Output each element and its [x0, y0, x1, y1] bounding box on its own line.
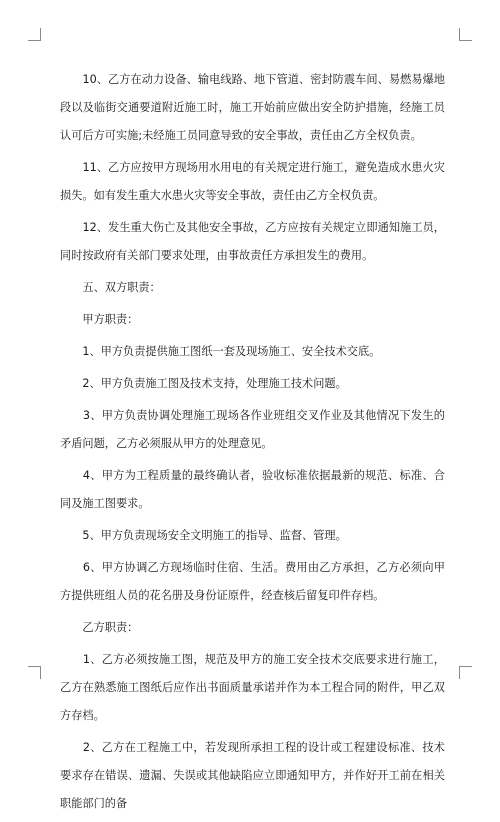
paragraph: 3、甲方负责协调处理施工现场各作业班组交叉作业及其他情况下发生的矛盾问题，乙方必须服从甲方的处理意见。 [60, 409, 445, 450]
document-body [60, 66, 445, 822]
paragraph: 2、乙方在工程施工中，若发现所承担工程的设计或工程建设标准、技术要求存在错误、遗漏、失误或其他缺陷应立即通知甲方，并作好开工前在相关职能部门的备 [60, 741, 445, 810]
subsection-heading: 乙方职责： [60, 621, 139, 634]
crop-mark-bottom-right [459, 666, 472, 679]
paragraph: 1、甲方负责提供施工图纸一套及现场施工、安全技术交底。 [60, 345, 381, 358]
subsection-heading: 甲方职责： [60, 313, 139, 326]
paragraph: 1、乙方必须按施工图，规范及甲方的施工安全技术交底要求进行施工，乙方在熟悉施工图纸后应作出书面质量承诺并作为本工程合同的附件，甲乙双方存档。 [60, 653, 445, 722]
crop-mark-bottom-left [28, 666, 41, 679]
paragraph: 2、甲方负责施工图及技术支持，处理施工技术问题。 [60, 377, 347, 390]
paragraph: 11、乙方应按甲方现场用水用电的有关规定进行施工，避免造成水患火灾损失。如有发生重大水患火灾等安全事故，责任由乙方全权负责。 [60, 161, 445, 202]
paragraph: 10、乙方在动力设备、输电线路、地下管道、密封防震车间、易燃易爆地段以及临街交通要道附近施工时，施工开始前应做出安全防护措施，经施工员认可后方可实施;未经施工员同意导致的安全事故，责任由乙方全权负责。 [60, 73, 445, 142]
paragraph: 6、甲方协调乙方现场临时住宿、生活。费用由乙方承担，乙方必须向甲方提供班组人员的花名册及身份证原件，经查核后留复印件存档。 [60, 561, 445, 602]
paragraph: 5、甲方负责现场安全文明施工的指导、监督、管理。 [60, 529, 347, 542]
crop-mark-top-left [28, 28, 41, 41]
paragraph: 4、甲方为工程质量的最终确认者，验收标准依据最新的规范、标准、合同及施工图要求。 [60, 469, 445, 510]
crop-mark-top-right [459, 28, 472, 41]
paragraph: 12、发生重大伤亡及其他安全事故，乙方应按有关规定立即通知施工员，同时按政府有关部门要求处理，由事故责任方承担发生的费用。 [60, 221, 445, 262]
section-heading: 五、双方职责： [60, 281, 161, 294]
